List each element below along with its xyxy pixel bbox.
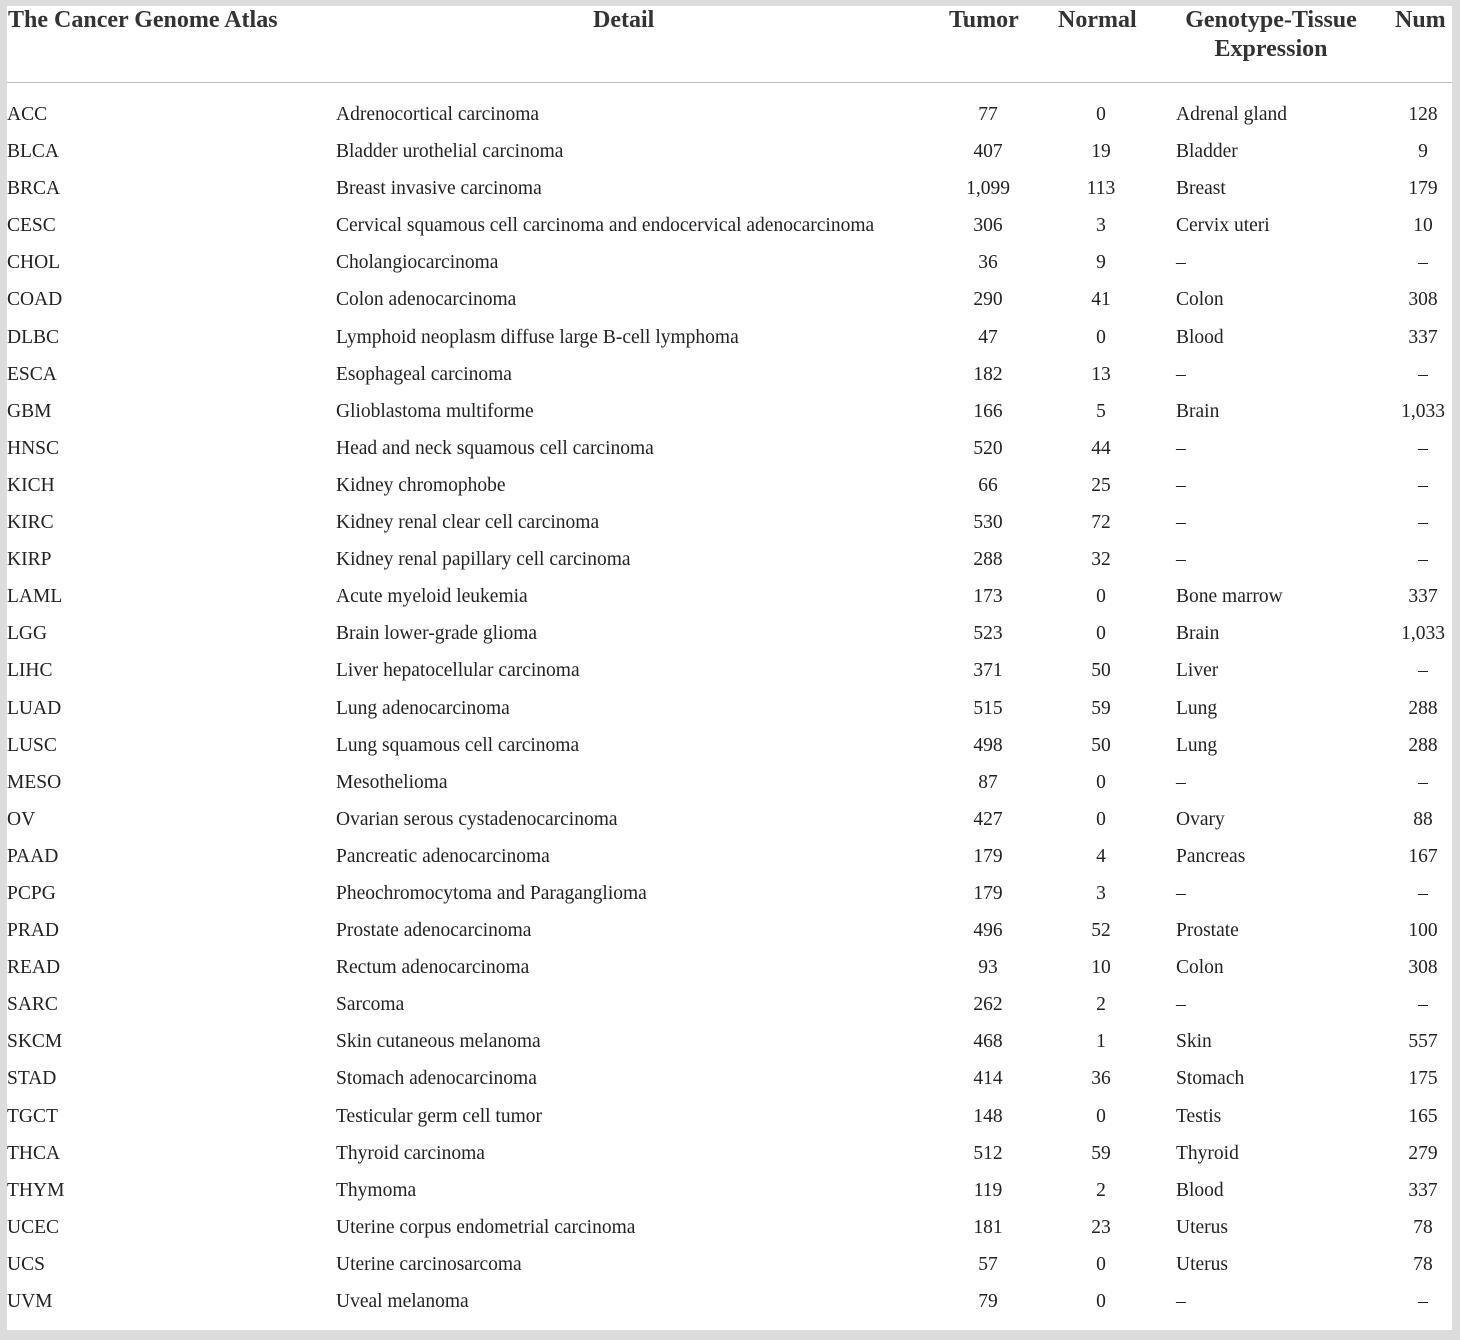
header-normal: Normal	[1058, 7, 1137, 33]
cell-normal-count: 41	[1091, 289, 1111, 311]
cell-detail: Uveal melanoma	[336, 1291, 469, 1312]
cell-gtex-tissue: Bone marrow	[1176, 586, 1283, 608]
cell-gtex-num: 9	[1418, 141, 1428, 163]
cell-detail: Uterine corpus endometrial carcinoma	[336, 1216, 636, 1238]
cell-gtex-num: –	[1418, 363, 1428, 385]
cell-tumor-count: 66	[978, 474, 998, 496]
cell-tcga-code: BRCA	[7, 178, 61, 200]
cell-tcga-code: STAD	[7, 1068, 57, 1090]
cell-tumor-count: 262	[973, 994, 1003, 1016]
cell-gtex-tissue: –	[1176, 474, 1186, 496]
cell-tcga-code: THCA	[7, 1142, 61, 1164]
cell-detail: Stomach adenocarcinoma	[336, 1068, 537, 1090]
table-page	[7, 6, 1452, 1330]
header-tcga: The Cancer Genome Atlas	[8, 7, 278, 33]
cell-tcga-code: LIHC	[7, 660, 53, 682]
cell-detail: Bladder urothelial carcinoma	[336, 141, 564, 163]
header-gtex: Genotype-Tissue Expression	[1185, 7, 1357, 62]
cell-normal-count: 10	[1091, 957, 1111, 979]
table-row	[7, 207, 1452, 244]
cell-tcga-code: HNSC	[7, 437, 60, 459]
cell-tcga-code: PRAD	[7, 920, 60, 942]
cell-tumor-count: 520	[973, 437, 1003, 459]
cell-gtex-num: –	[1418, 549, 1428, 571]
cell-gtex-num: 337	[1408, 326, 1438, 348]
table-row	[7, 281, 1452, 318]
table-row	[7, 1283, 1452, 1320]
table-header	[7, 6, 1452, 83]
cell-tumor-count: 371	[973, 660, 1003, 682]
cell-normal-count: 4	[1096, 845, 1106, 867]
table-row	[7, 727, 1452, 764]
table-row	[7, 986, 1452, 1023]
table-row	[7, 133, 1452, 170]
table-row	[7, 170, 1452, 207]
cell-detail: Skin cutaneous melanoma	[336, 1031, 541, 1053]
cell-tcga-code: UCS	[7, 1253, 45, 1275]
cell-normal-count: 2	[1096, 994, 1106, 1016]
cell-gtex-tissue: Testis	[1176, 1105, 1222, 1127]
cell-normal-count: 0	[1096, 586, 1106, 608]
cell-tcga-code: READ	[7, 957, 61, 979]
cell-tumor-count: 498	[973, 734, 1003, 756]
cell-tumor-count: 530	[973, 512, 1003, 534]
cell-tcga-code: PAAD	[7, 845, 59, 867]
cell-gtex-num: 88	[1413, 808, 1433, 830]
cell-detail: Breast invasive carcinoma	[336, 178, 542, 200]
cell-detail: Colon adenocarcinoma	[336, 289, 517, 311]
cell-normal-count: 0	[1096, 326, 1106, 348]
cell-normal-count: 0	[1096, 623, 1106, 645]
table-row	[7, 244, 1452, 281]
cell-tcga-code: DLBC	[7, 326, 60, 348]
cell-gtex-tissue: Adrenal gland	[1176, 104, 1288, 125]
cell-gtex-tissue: –	[1176, 512, 1186, 534]
cell-normal-count: 59	[1091, 1142, 1111, 1164]
cell-tumor-count: 414	[973, 1068, 1003, 1090]
cell-detail: Prostate adenocarcinoma	[336, 920, 532, 942]
cell-detail: Testicular germ cell tumor	[336, 1105, 543, 1127]
cell-gtex-num: 337	[1408, 1179, 1438, 1201]
cell-gtex-num: –	[1418, 882, 1428, 904]
cell-normal-count: 5	[1096, 400, 1106, 422]
cell-gtex-tissue: –	[1176, 882, 1186, 904]
cell-gtex-tissue: Lung	[1176, 697, 1218, 719]
cell-tumor-count: 468	[973, 1031, 1003, 1053]
cell-gtex-tissue: –	[1176, 1291, 1186, 1312]
cell-tumor-count: 93	[978, 957, 998, 979]
cell-tumor-count: 512	[973, 1142, 1003, 1164]
cell-gtex-tissue: Brain	[1176, 623, 1220, 645]
cell-tcga-code: LAML	[7, 586, 63, 608]
cell-normal-count: 9	[1096, 252, 1106, 274]
cell-tumor-count: 79	[978, 1291, 998, 1312]
cell-gtex-tissue: Blood	[1176, 1179, 1224, 1201]
cell-gtex-num: 10	[1413, 215, 1433, 237]
cell-gtex-num: 1,033	[1401, 400, 1445, 422]
cell-gtex-num: –	[1418, 660, 1428, 682]
cell-gtex-num: 100	[1408, 920, 1438, 942]
cell-detail: Cervical squamous cell carcinoma and endocervical adenocarcinoma	[336, 215, 875, 237]
table-row	[7, 356, 1452, 393]
cell-tumor-count: 496	[973, 920, 1003, 942]
cell-gtex-tissue: Thyroid	[1176, 1142, 1239, 1164]
table-row	[7, 912, 1452, 949]
cell-detail: Brain lower-grade glioma	[336, 623, 538, 645]
cell-tcga-code: LGG	[7, 623, 48, 645]
table-row	[7, 504, 1452, 541]
cell-gtex-num: 78	[1413, 1253, 1433, 1275]
table-row	[7, 1172, 1452, 1209]
cell-normal-count: 0	[1096, 808, 1106, 830]
cell-normal-count: 0	[1096, 104, 1106, 125]
cell-detail: Pheochromocytoma and Paraganglioma	[336, 882, 647, 904]
table-row	[7, 319, 1452, 356]
cell-normal-count: 2	[1096, 1179, 1106, 1201]
cell-gtex-num: –	[1418, 1291, 1428, 1312]
cell-tumor-count: 179	[973, 882, 1003, 904]
cell-normal-count: 50	[1091, 734, 1111, 756]
cell-tcga-code: TGCT	[7, 1105, 58, 1127]
cell-gtex-tissue: Skin	[1176, 1031, 1212, 1053]
table-body	[7, 96, 1452, 1320]
cell-detail: Lung squamous cell carcinoma	[336, 734, 580, 756]
cell-normal-count: 0	[1096, 1253, 1106, 1275]
cell-tumor-count: 173	[973, 586, 1003, 608]
cell-normal-count: 52	[1091, 920, 1111, 942]
cell-normal-count: 72	[1091, 512, 1111, 534]
cell-gtex-num: 167	[1408, 845, 1438, 867]
cell-tumor-count: 119	[973, 1179, 1003, 1201]
cell-normal-count: 19	[1091, 141, 1111, 163]
cell-gtex-num: –	[1418, 252, 1428, 274]
cell-gtex-tissue: Ovary	[1176, 808, 1225, 830]
cell-gtex-num: 165	[1408, 1105, 1438, 1127]
cell-tumor-count: 407	[973, 141, 1003, 163]
table-row	[7, 764, 1452, 801]
cell-tumor-count: 288	[973, 549, 1003, 571]
table-row	[7, 949, 1452, 986]
cell-tumor-count: 166	[973, 400, 1003, 422]
cell-gtex-num: –	[1418, 771, 1428, 793]
cell-detail: Adrenocortical carcinoma	[336, 104, 540, 125]
cell-detail: Liver hepatocellular carcinoma	[336, 660, 580, 682]
table-row	[7, 393, 1452, 430]
cell-gtex-tissue: Colon	[1176, 957, 1224, 979]
cell-tumor-count: 290	[973, 289, 1003, 311]
cell-gtex-num: 179	[1408, 178, 1438, 200]
cell-gtex-tissue: –	[1176, 771, 1186, 793]
cell-detail: Esophageal carcinoma	[336, 363, 512, 385]
cell-gtex-tissue: –	[1176, 994, 1186, 1016]
cell-gtex-tissue: Pancreas	[1176, 845, 1246, 867]
cell-detail: Kidney chromophobe	[336, 474, 506, 496]
table-row	[7, 690, 1452, 727]
cell-gtex-tissue: Bladder	[1176, 141, 1238, 163]
cell-gtex-num: 1,033	[1401, 623, 1445, 645]
cell-gtex-tissue: Prostate	[1176, 920, 1239, 942]
cell-tumor-count: 427	[973, 808, 1003, 830]
cell-tcga-code: PCPG	[7, 882, 56, 904]
table-row	[7, 1246, 1452, 1283]
cell-tcga-code: CHOL	[7, 252, 61, 274]
cell-detail: Pancreatic adenocarcinoma	[336, 845, 550, 867]
cell-tumor-count: 77	[978, 104, 998, 125]
cell-tumor-count: 36	[978, 252, 998, 274]
cell-gtex-num: –	[1418, 437, 1428, 459]
cell-normal-count: 1	[1096, 1031, 1106, 1053]
cell-tcga-code: SARC	[7, 994, 58, 1016]
cell-detail: Cholangiocarcinoma	[336, 252, 499, 274]
table-row	[7, 1060, 1452, 1097]
cell-tcga-code: BLCA	[7, 141, 60, 163]
cell-tumor-count: 306	[973, 215, 1003, 237]
cell-tcga-code: MESO	[7, 771, 62, 793]
cell-gtex-num: –	[1418, 474, 1428, 496]
table-row	[7, 96, 1452, 133]
cell-tumor-count: 148	[973, 1105, 1003, 1127]
cell-tcga-code: OV	[7, 808, 36, 830]
cell-normal-count: 3	[1096, 215, 1106, 237]
cell-gtex-tissue: Uterus	[1176, 1253, 1228, 1275]
cell-tcga-code: LUAD	[7, 697, 62, 719]
cell-gtex-num: 308	[1408, 289, 1438, 311]
cell-gtex-tissue: Lung	[1176, 734, 1218, 756]
cell-detail: Lymphoid neoplasm diffuse large B-cell lymphoma	[336, 326, 739, 348]
cell-normal-count: 50	[1091, 660, 1111, 682]
cell-gtex-num: –	[1418, 994, 1428, 1016]
cell-normal-count: 0	[1096, 1105, 1106, 1127]
cell-tumor-count: 523	[973, 623, 1003, 645]
cell-detail: Rectum adenocarcinoma	[336, 957, 530, 979]
cell-normal-count: 13	[1091, 363, 1111, 385]
cell-detail: Thymoma	[336, 1179, 417, 1201]
cell-gtex-num: 279	[1408, 1142, 1438, 1164]
cell-detail: Kidney renal clear cell carcinoma	[336, 512, 600, 534]
table-row	[7, 1023, 1452, 1060]
table-row	[7, 578, 1452, 615]
cell-gtex-tissue: Stomach	[1176, 1068, 1245, 1090]
cell-normal-count: 23	[1091, 1216, 1111, 1238]
cell-tcga-code: ACC	[7, 104, 48, 125]
cell-tumor-count: 57	[978, 1253, 998, 1275]
cell-tcga-code: GBM	[7, 400, 52, 422]
cell-normal-count: 0	[1096, 771, 1106, 793]
cell-tumor-count: 47	[978, 326, 998, 348]
cell-normal-count: 36	[1091, 1068, 1111, 1090]
cell-detail: Sarcoma	[336, 994, 405, 1016]
cell-tumor-count: 181	[973, 1216, 1003, 1238]
cell-detail: Mesothelioma	[336, 771, 448, 793]
cell-tcga-code: LUSC	[7, 734, 57, 756]
cell-normal-count: 113	[1086, 178, 1116, 200]
cell-detail: Uterine carcinosarcoma	[336, 1253, 522, 1275]
cell-tcga-code: KICH	[7, 474, 55, 496]
cell-tcga-code: THYM	[7, 1179, 65, 1201]
cell-gtex-tissue: Brain	[1176, 400, 1220, 422]
cell-gtex-num: 557	[1408, 1031, 1438, 1053]
table-row	[7, 875, 1452, 912]
cell-detail: Kidney renal papillary cell carcinoma	[336, 549, 631, 571]
cell-gtex-tissue: –	[1176, 363, 1186, 385]
cell-tcga-code: COAD	[7, 289, 63, 311]
cell-tcga-code: UVM	[7, 1291, 53, 1312]
table-row	[7, 1098, 1452, 1135]
table-row	[7, 467, 1452, 504]
cell-gtex-num: 288	[1408, 734, 1438, 756]
cell-tcga-code: CESC	[7, 215, 56, 237]
cell-tcga-code: KIRP	[7, 549, 52, 571]
cell-detail: Acute myeloid leukemia	[336, 586, 528, 608]
cell-detail: Thyroid carcinoma	[336, 1142, 485, 1164]
cell-tumor-count: 87	[978, 771, 998, 793]
cell-tumor-count: 1,099	[966, 178, 1010, 200]
header-tumor: Tumor	[949, 7, 1019, 33]
cell-gtex-tissue: –	[1176, 437, 1186, 459]
table-row	[7, 541, 1452, 578]
cell-detail: Head and neck squamous cell carcinoma	[336, 437, 654, 459]
cell-normal-count: 32	[1091, 549, 1111, 571]
cell-gtex-num: 288	[1408, 697, 1438, 719]
cell-normal-count: 59	[1091, 697, 1111, 719]
cell-detail: Ovarian serous cystadenocarcinoma	[336, 808, 618, 830]
cell-detail: Glioblastoma multiforme	[336, 400, 534, 422]
cell-gtex-num: 175	[1408, 1068, 1438, 1090]
cell-gtex-tissue: Breast	[1176, 178, 1226, 200]
cell-normal-count: 44	[1091, 437, 1111, 459]
cell-normal-count: 3	[1096, 882, 1106, 904]
cell-tcga-code: SKCM	[7, 1031, 63, 1053]
table-row	[7, 1209, 1452, 1246]
cell-tumor-count: 182	[973, 363, 1003, 385]
header-detail: Detail	[593, 7, 655, 33]
table-row	[7, 801, 1452, 838]
cell-gtex-tissue: –	[1176, 549, 1186, 571]
table-row	[7, 838, 1452, 875]
cell-gtex-tissue: Uterus	[1176, 1216, 1228, 1238]
cell-gtex-num: 337	[1408, 586, 1438, 608]
cell-gtex-tissue: Blood	[1176, 326, 1224, 348]
cell-gtex-num: 128	[1408, 104, 1438, 125]
cell-gtex-tissue: Cervix uteri	[1176, 215, 1270, 237]
cell-gtex-tissue: Colon	[1176, 289, 1224, 311]
table-row	[7, 615, 1452, 652]
cell-gtex-num: 78	[1413, 1216, 1433, 1238]
cell-tumor-count: 515	[973, 697, 1003, 719]
cell-detail: Lung adenocarcinoma	[336, 697, 510, 719]
cell-tcga-code: UCEC	[7, 1216, 60, 1238]
cell-gtex-num: 308	[1408, 957, 1438, 979]
cell-tcga-code: KIRC	[7, 512, 54, 534]
cell-normal-count: 0	[1096, 1291, 1106, 1312]
cell-tcga-code: ESCA	[7, 363, 57, 385]
cell-gtex-num: –	[1418, 512, 1428, 534]
cell-tumor-count: 179	[973, 845, 1003, 867]
header-num: Num	[1395, 7, 1446, 33]
table-row	[7, 652, 1452, 689]
table-row	[7, 430, 1452, 467]
table-row	[7, 1135, 1452, 1172]
cell-normal-count: 25	[1091, 474, 1111, 496]
cell-gtex-tissue: –	[1176, 252, 1186, 274]
cell-gtex-tissue: Liver	[1176, 660, 1219, 682]
